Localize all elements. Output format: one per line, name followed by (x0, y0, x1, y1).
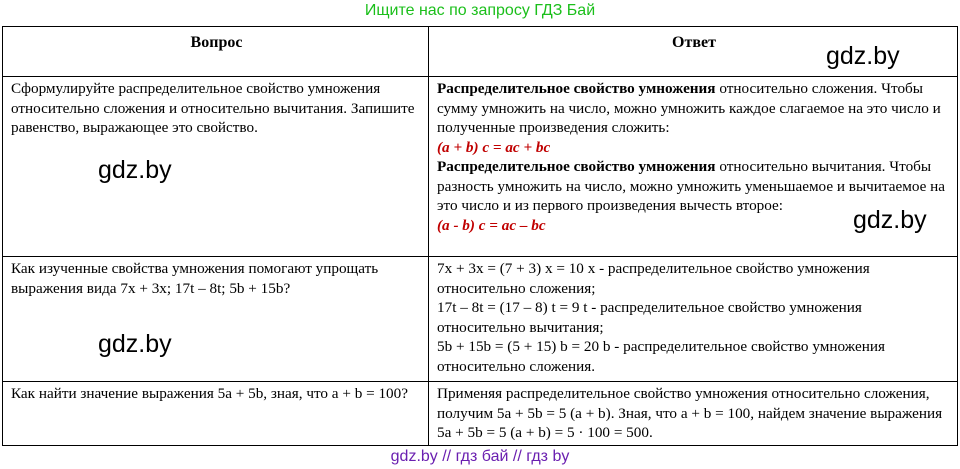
qa-table (2, 26, 958, 446)
term-bold: Распределительное свойство умножения (437, 80, 716, 97)
question-cell: Как найти значение выражения 5a + 5b, зная, что a + b = 100? (3, 382, 429, 446)
question-cell: Сформулируйте распределительное свойство умножения относительно сложения и относительно вычитания. Запишите равенство, выражающее это свойство. (3, 77, 429, 257)
answer-text: относительно сложения. Чтобы сумму умножить на число, можно умножить каждое слагаемое на это число и полученные произведения сложить: (437, 80, 941, 136)
header-question: Вопрос (3, 27, 429, 77)
watermark: gdz.by (98, 156, 172, 184)
formula: (a + b) c = ac + bc (437, 138, 551, 156)
answer-cell (429, 257, 958, 382)
answer-text: относительно вычитания. Чтобы разность умножить на число, можно умножить уменьшаемое и вычитаемое на это число и из первого произведения вычесть второе: (437, 158, 946, 214)
answer-line: 7x + 3x = (7 + 3) x = 10 x - распределительное свойство умножения относительно сложения; (437, 260, 870, 297)
table-header-row (3, 27, 958, 77)
question-cell: Как изученные свойства умножения помогают упрощать выражения вида 7x + 3x; 17t – 8t; 5b + 15b? (3, 257, 429, 382)
formula: (a - b) c = ac – bc (437, 216, 546, 234)
answer-line: 5b + 15b = (5 + 15) b = 20 b - распределительное свойство умножения относительно сложения. (437, 338, 885, 375)
watermark: gdz.by (853, 206, 927, 234)
watermark: gdz.by (98, 330, 172, 358)
term-bold: Распределительное свойство умножения (437, 158, 716, 175)
table-row (3, 382, 958, 446)
watermark: gdz.by (826, 42, 900, 70)
table-row (3, 257, 958, 382)
bottom-banner[interactable]: gdz.by // гдз бай // гдз by (390, 448, 570, 465)
answer-cell: Применяя распределительное свойство умножения относительно сложения, получим 5a + 5b = 5 (a + b). Зная, что a + b = 100, найдем значение выражения 5a + 5b = 5 (a + b) = 5 · 100 = 500. (429, 382, 958, 446)
top-banner[interactable]: Ищите нас по запросу ГДЗ Бай (364, 2, 596, 19)
answer-line: 17t – 8t = (17 – 8) t = 9 t - распределительное свойство умножения относительно вычитания; (437, 299, 862, 336)
header-answer: Ответ (429, 27, 958, 77)
